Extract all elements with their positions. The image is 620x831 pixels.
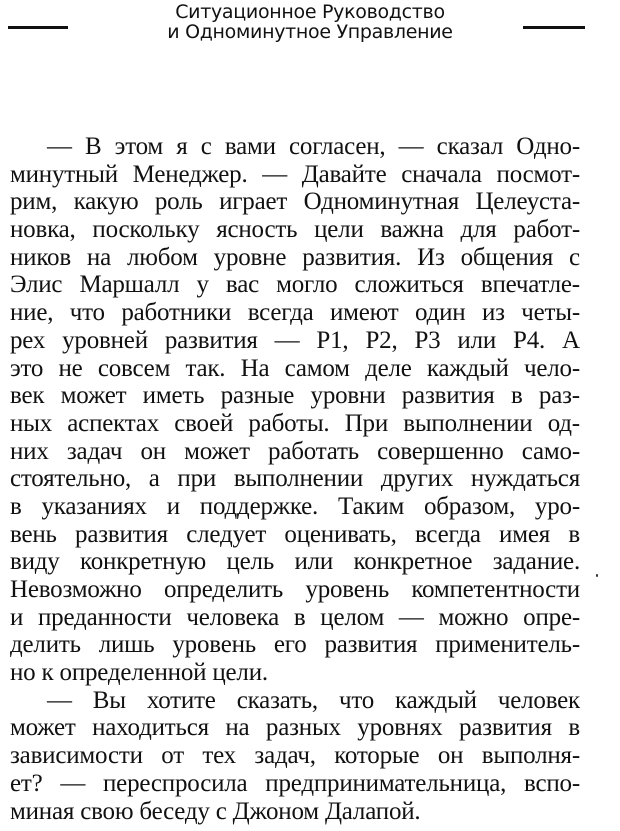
- header-rule-left: [8, 26, 68, 29]
- header-rule-right: [523, 26, 585, 29]
- text-line: рим, какую роль играет Одноминутная Целеуста-: [10, 188, 580, 216]
- text-line: — В этом я с вами согласен, — сказал Одно-: [47, 133, 580, 160]
- text-line: может находиться на разных уровнях развития в: [10, 714, 580, 742]
- text-line: рех уровней развития — Р1, Р2, Р3 или Р4. А: [10, 326, 580, 354]
- running-header: [0, 0, 620, 50]
- text-line: них задач он может работать совершенно само-: [10, 437, 580, 465]
- text-line: вень развития следует оценивать, всегда имея в: [10, 520, 580, 548]
- text-line: виду конкретную цель или конкретное задание.: [10, 548, 580, 576]
- header-title-line-2: и Одноминутное Управление: [167, 21, 453, 43]
- text-line: Элис Маршалл у вас могло сложиться впечатле-: [10, 271, 580, 299]
- text-line: стоятельно, а при выполнении других нуждаться: [10, 465, 580, 493]
- text-line: минутный Менеджер. — Давайте сначала посмот-: [10, 160, 580, 188]
- text-line: ет? — переспросила предпринимательница, вспо-: [10, 769, 580, 797]
- header-title: [110, 2, 510, 42]
- paragraph: [10, 687, 580, 825]
- text-line: — Вы хотите сказать, что каждый человек: [47, 686, 580, 714]
- text-line: век может иметь разные уровни развития в раз-: [10, 382, 580, 410]
- text-line: но к определенной цели.: [10, 659, 268, 687]
- text-line: ние, что работники всегда имеют один из четы-: [10, 299, 580, 327]
- header-title-line-1: Ситуационное Руководство: [175, 1, 445, 23]
- text-line: ников на любом уровне развития. Из общения с: [10, 243, 580, 271]
- text-line: это не совсем так. На самом деле каждый чело-: [10, 354, 580, 382]
- text-line: Невозможно определить уровень компетентности: [10, 576, 580, 603]
- print-speck: [596, 574, 598, 577]
- paragraph: [10, 133, 580, 687]
- text-line: делить лишь уровень его развития применитель-: [10, 631, 580, 659]
- text-line: миная свою беседу с Джоном Далапой.: [10, 797, 421, 825]
- text-line: и преданности человека в целом — можно опре-: [10, 603, 580, 631]
- text-line: новка, поскольку ясность цели важна для работ-: [10, 216, 580, 244]
- text-line: ных аспектах своей работы. При выполнении од-: [10, 409, 580, 437]
- text-line: в указаниях и поддержке. Таким образом, уро-: [10, 492, 580, 520]
- body-text: [10, 133, 580, 825]
- text-line: зависимости от тех задач, которые он выполня-: [10, 742, 580, 770]
